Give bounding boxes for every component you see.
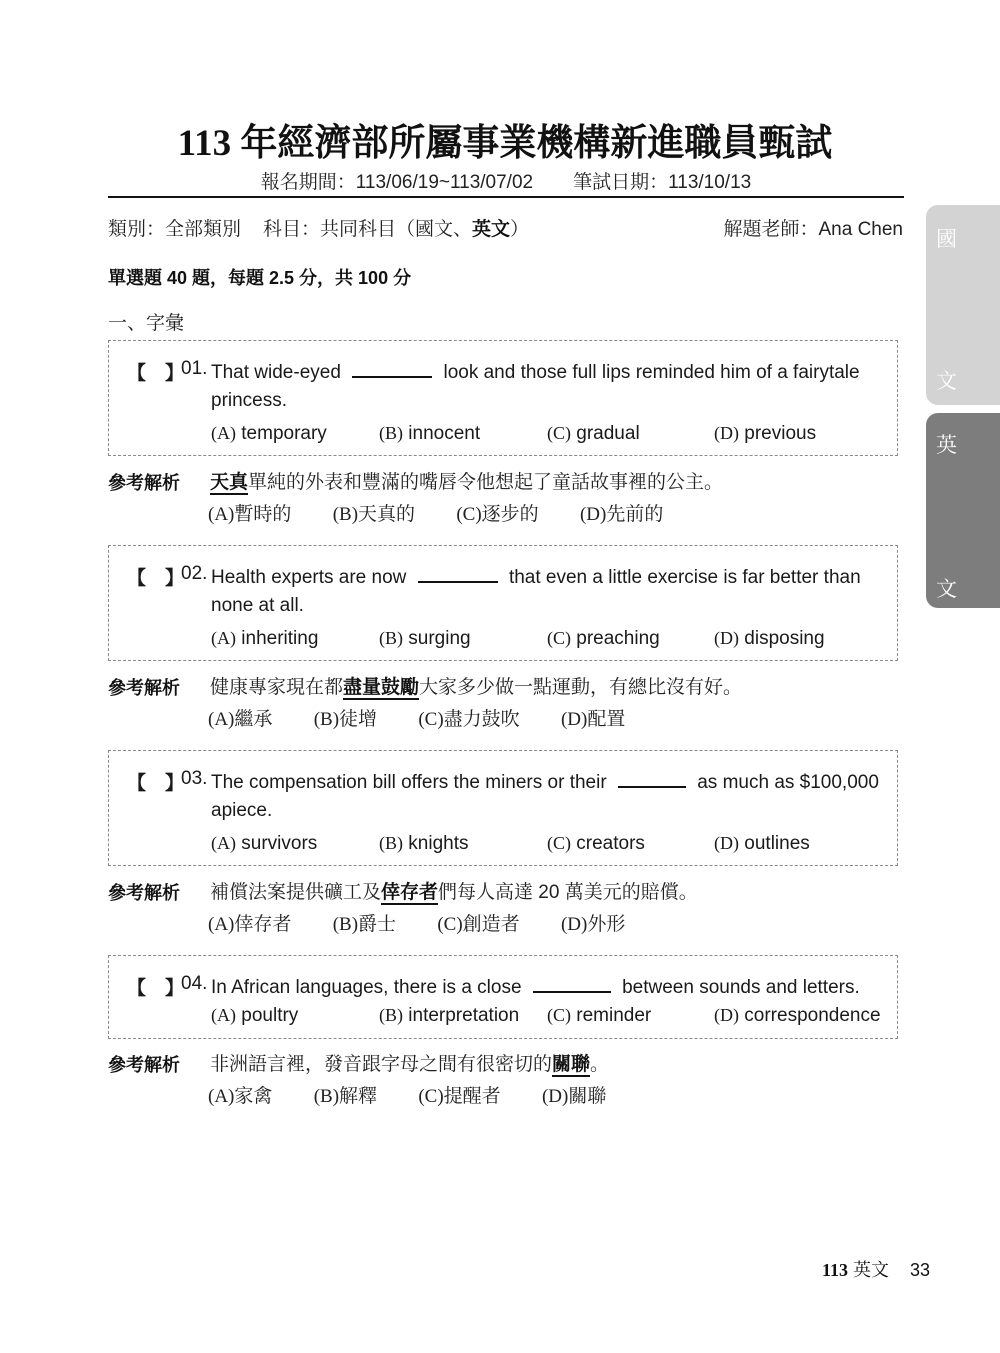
translation-letter: (A) [208,504,235,525]
translation-letter: (B) [313,1086,340,1107]
option-text: correspondence [744,1005,881,1026]
translation-text: 先前的 [606,504,664,525]
exam-date: 筆試日期：113/10/13 [573,172,752,193]
option-letter: (B) [379,423,403,443]
side-tab-chinese [926,205,1000,405]
question-text [211,973,860,999]
translation-d [580,504,681,525]
question-text [211,358,860,384]
option-c [547,833,645,855]
question-number: 04. [181,973,208,994]
option-letter: (D) [714,1005,739,1025]
footer-subject: 英文 [853,1260,890,1280]
question-text-after: that even a little exercise is far better than [508,567,861,588]
translation-text: 逐步的 [481,504,539,525]
side-tab-top-char: 國 [936,228,957,251]
option-text: temporary [241,423,327,444]
translation-a [208,914,309,935]
question-text-after: between sounds and letters. [622,977,860,998]
option-text: outlines [744,833,810,854]
page-number: 33 [910,1260,931,1280]
question-text-after: look and those full lips reminded him of a fairytale [443,362,860,383]
question-text-line2: none at all. [211,595,304,616]
explanation-post: 。 [590,1054,610,1075]
exam-dates [0,167,1000,194]
option-a [211,1005,298,1027]
option-text: disposing [744,628,825,649]
explanation-label: 參考解析 [108,678,180,698]
translation-text: 繼承 [234,709,273,730]
option-letter: (D) [714,628,739,648]
translation-text: 外形 [587,914,626,935]
translation-text: 提醒者 [443,1086,501,1107]
translation-letter: (A) [208,709,235,730]
translation-d [561,709,643,730]
translation-text: 盡力鼓吹 [443,709,520,730]
option-c [547,423,640,445]
option-letter: (A) [211,833,236,853]
question-number: 02. [181,563,208,584]
explanation-text [210,672,742,699]
translation-c [418,1086,518,1107]
option-letter: (A) [211,1005,236,1025]
question-box [108,750,898,866]
side-tab-bottom-char: 文 [936,370,957,393]
translation-text: 配置 [587,709,626,730]
translation-text: 解釋 [339,1086,378,1107]
subject-prefix: 科目：共同科目（國文、 [263,219,473,240]
translation-a [208,709,290,730]
subject-bold: 英文 [472,219,511,240]
explanation-translations [208,704,661,731]
translation-b [333,914,414,935]
option-text: interpretation [408,1005,520,1026]
option-text: gradual [576,423,640,444]
side-tab-english [926,413,1000,608]
question-text-before: Health experts are now [211,567,407,588]
question-text-after: as much as $100,000 [697,772,879,793]
explanation-key: 關聯 [552,1054,591,1075]
option-d [714,628,825,650]
answer-bracket: 【 】 [127,978,185,999]
translation-text: 天真的 [358,504,416,525]
translation-text: 暫時的 [234,504,292,525]
answer-blank [418,563,498,583]
translation-b [333,504,433,525]
option-text: inheriting [241,628,319,649]
question-text [211,768,879,794]
answer-blank [618,768,686,788]
explanation-key: 盡量鼓勵 [343,677,420,698]
subject-suffix: ） [510,219,530,240]
option-text: innocent [408,423,481,444]
side-tab-top-char: 英 [936,434,957,457]
translation-a [208,1086,290,1107]
explanation-translations [208,1081,642,1108]
question-text-before: In African languages, there is a close [211,977,522,998]
translation-b [314,1086,395,1107]
option-letter: (B) [379,1005,403,1025]
page-title: 113 年經濟部所屬事業機構新進職員甄試 [177,123,833,164]
answer-blank [533,973,611,993]
option-a [211,628,318,650]
question-text-before: That wide-eyed [211,362,341,383]
registration-period: 報名期間：113/06/19~113/07/02 [260,172,534,193]
question-text-before: The compensation bill offers the miners or their [211,772,607,793]
category: 類別：全部類別 [108,219,242,240]
footer-year: 113 [822,1260,849,1280]
translation-c [456,504,556,525]
option-d [714,833,810,855]
translation-letter: (D) [541,1086,569,1107]
option-d [714,1005,881,1027]
option-a [211,423,327,445]
answer-bracket: 【 】 [127,568,185,589]
explanation-pre: 非洲語言裡，發音跟字母之間有很密切的 [210,1054,553,1075]
question-text [211,563,861,589]
option-letter: (A) [211,628,236,648]
translation-letter: (D) [560,914,588,935]
explanation-key: 倖存者 [381,882,439,903]
question-box [108,340,898,456]
option-c [547,1005,651,1027]
translation-letter: (C) [418,709,444,730]
explanation-post: 們每人高達 20 萬美元的賠償。 [438,882,698,903]
teacher: 解題老師：Ana Chen [723,219,903,240]
option-a [211,833,317,855]
option-letter: (C) [547,628,571,648]
explanation-label: 參考解析 [108,883,180,903]
option-letter: (C) [547,833,571,853]
explanation-pre: 補償法案提供礦工及 [210,882,382,903]
option-text: surging [408,628,471,649]
translation-letter: (C) [437,914,463,935]
option-letter: (D) [714,423,739,443]
translation-d [542,1086,624,1107]
option-b [379,833,468,855]
translation-text: 家禽 [234,1086,273,1107]
answer-bracket: 【 】 [127,773,185,794]
option-letter: (C) [547,423,571,443]
exam-meta [108,214,529,241]
option-b [379,423,480,445]
translation-c [418,709,537,730]
page-footer [822,1256,930,1282]
explanation-translations [208,909,661,936]
translation-letter: (C) [456,504,482,525]
option-text: previous [744,423,817,444]
option-b [379,1005,519,1027]
option-c [547,628,660,650]
question-text-line2: apiece. [211,800,273,821]
translation-letter: (D) [560,709,588,730]
translation-letter: (C) [418,1086,444,1107]
translation-letter: (D) [579,504,607,525]
option-text: creators [576,833,645,854]
question-number: 01. [181,358,208,379]
translation-letter: (A) [208,1086,235,1107]
explanation-text [210,877,698,904]
question-box [108,955,898,1039]
option-text: reminder [576,1005,652,1026]
explanation-translations [208,499,699,526]
explanation-label: 參考解析 [108,473,180,493]
translation-a [208,504,309,525]
explanation-key: 天真 [210,472,249,493]
option-letter: (B) [379,628,403,648]
translation-d [561,914,643,935]
translation-text: 關聯 [568,1086,607,1107]
option-text: poultry [241,1005,299,1026]
translation-text: 爵士 [358,914,397,935]
explanation-text [210,467,723,494]
translation-letter: (B) [332,914,359,935]
question-text-line2: princess. [211,390,288,411]
header-divider [108,196,904,198]
option-d [714,423,816,445]
translation-letter: (B) [332,504,359,525]
translation-c [437,914,537,935]
side-tab-bottom-char: 文 [936,578,957,601]
option-letter: (D) [714,833,739,853]
option-letter: (A) [211,423,236,443]
explanation-text [210,1049,609,1076]
option-text: preaching [576,628,660,649]
translation-text: 創造者 [462,914,520,935]
option-letter: (B) [379,833,403,853]
translation-text: 倖存者 [234,914,292,935]
question-number: 03. [181,768,208,789]
instructions: 單選題 40 題，每題 2.5 分，共 100 分 [108,268,412,288]
translation-text: 徒增 [339,709,378,730]
explanation-pre: 健康專家現在都 [210,677,344,698]
option-letter: (C) [547,1005,571,1025]
translation-letter: (B) [313,709,340,730]
explanation-post: 單純的外表和豐滿的嘴唇令他想起了童話故事裡的公主。 [248,472,724,493]
answer-bracket: 【 】 [127,363,185,384]
translation-letter: (A) [208,914,235,935]
question-box [108,545,898,661]
option-text: survivors [241,833,318,854]
option-text: knights [408,833,469,854]
explanation-post: 大家多少做一點運動，有總比沒有好。 [419,677,743,698]
option-b [379,628,471,650]
answer-blank [352,358,432,378]
translation-b [314,709,395,730]
explanation-label: 參考解析 [108,1055,180,1075]
section-heading: 一、字彙 [108,313,185,334]
